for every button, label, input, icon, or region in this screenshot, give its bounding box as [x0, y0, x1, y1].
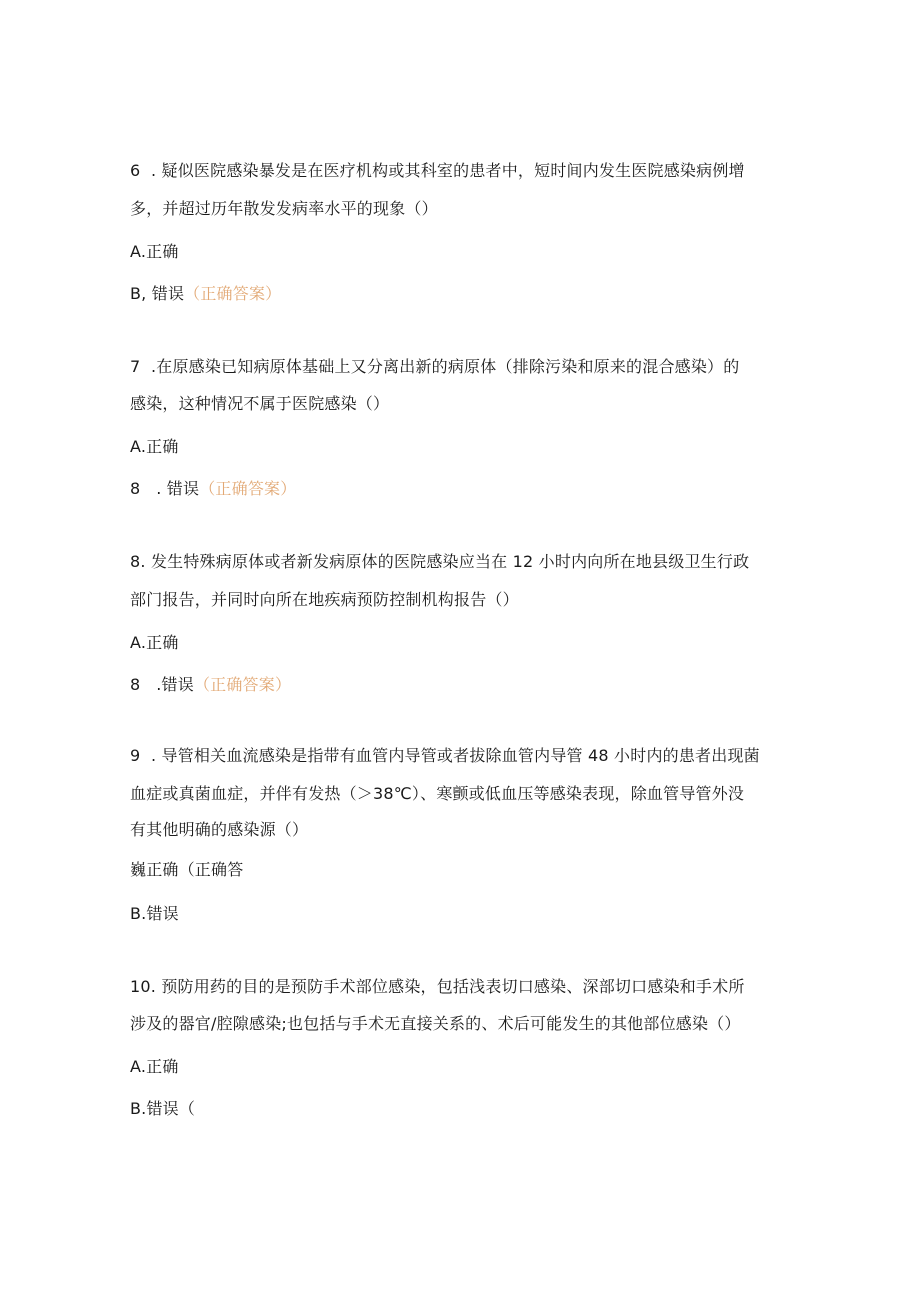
question-9-stem-line-1: 9 . 导管相关血流感染是指带有血管内导管或者拔除血管内导管 48 小时内的患者出现菌: [130, 746, 760, 765]
question-7-stem-line-2: 感染，这种情况不属于医院感染（）: [130, 394, 390, 413]
question-8-stem-line-2: 部门报告，并同时向所在地疾病预防控制机构报告（）: [130, 590, 519, 609]
question-10-stem-line-2: 涉及的器官/腔隙感染;也包括与手术无直接关系的、术后可能发生的其他部位感染（）: [130, 1014, 741, 1033]
option-text: B.错误: [130, 904, 179, 923]
question-9-option-b: [130, 904, 179, 924]
question-6-option-a: [130, 242, 179, 262]
option-text: B.错误（: [130, 1099, 196, 1118]
option-text: B, 错误: [130, 284, 185, 303]
question-8-option-a: [130, 633, 179, 653]
correct-answer-mark: （正确答案）: [184, 284, 282, 303]
question-8-stem-line-1: 8. 发生特殊病原体或者新发病原体的医院感染应当在 12 小时内向所在地县级卫生行政: [130, 552, 750, 571]
question-9-option-a: [130, 860, 243, 880]
question-6-option-b: [130, 284, 281, 304]
option-text: A.正确: [130, 1057, 179, 1076]
correct-answer-mark: （正确答案）: [193, 675, 292, 694]
question-7-option-b: [130, 479, 296, 499]
question-6-stem-line-1: 6 . 疑似医院感染暴发是在医疗机构或其科室的患者中，短时间内发生医院感染病例增: [130, 161, 745, 180]
option-text: 8 .错误: [130, 675, 194, 694]
option-text: A.正确: [130, 242, 179, 261]
question-7-option-a: [130, 437, 179, 457]
correct-answer-mark: （正确答案）: [199, 479, 297, 498]
question-10-option-a: [130, 1057, 179, 1077]
question-9-stem-line-3: 有其他明确的感染源（）: [130, 820, 309, 839]
question-10-stem-line-1: 10. 预防用药的目的是预防手术部位感染，包括浅表切口感染、深部切口感染和手术所: [130, 977, 745, 996]
question-9-stem-line-2: 血症或真菌血症，并伴有发热（＞38℃）、寒颤或低血压等感染表现，除血管导管外没: [130, 784, 745, 803]
option-text: A.正确: [130, 437, 179, 456]
option-text: 巍正确（正确答: [130, 860, 244, 879]
question-10-option-b: [130, 1099, 195, 1119]
question-7-stem-line-1: 7 .在原感染已知病原体基础上又分离出新的病原体（排除污染和原来的混合感染）的: [130, 357, 740, 376]
option-text: 8 . 错误: [130, 479, 200, 498]
option-text: A.正确: [130, 633, 179, 652]
question-6-stem-line-2: 多，并超过历年散发发病率水平的现象（）: [130, 199, 438, 218]
question-8-option-b: [130, 675, 291, 695]
